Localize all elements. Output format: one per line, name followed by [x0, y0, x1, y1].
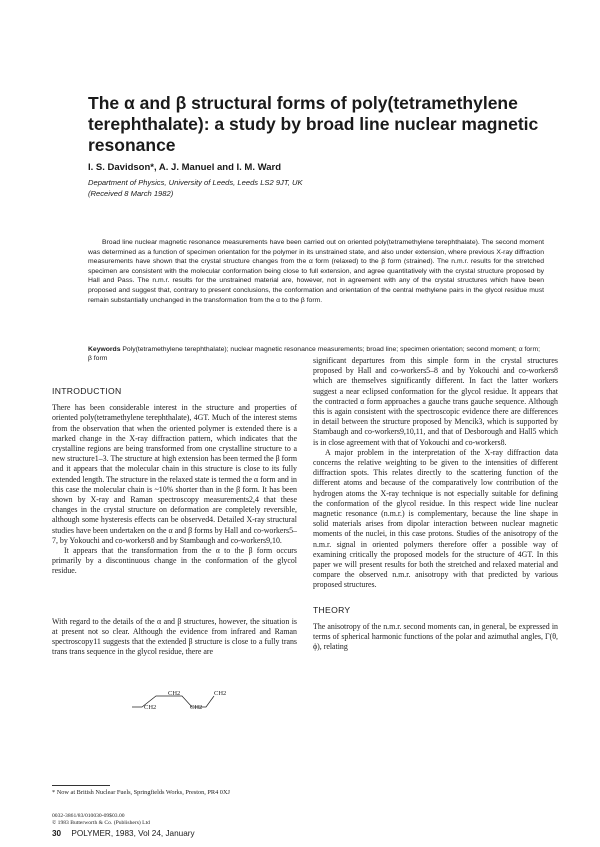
formula-spacer — [52, 577, 297, 617]
formula-ch2-top-b: CH2 — [214, 690, 227, 697]
left-column — [52, 386, 297, 657]
copyright: © 1983 Butterworth & Co. (Publishers) Ltd — [52, 820, 150, 826]
keywords-label: Keywords — [88, 346, 121, 353]
publication-info — [52, 813, 150, 827]
introduction-heading: INTRODUCTION — [52, 386, 122, 396]
journal-info: POLYMER, 1983, Vol 24, January — [71, 829, 195, 838]
abstract: Broad line nuclear magnetic resonance measurements have been carried out on oriented poly(tetramethylene terephthalate). The second moment was determined as a function of specimen orientation for the polymer in its unstrained state, and also under extension, where previous X-ray diffraction measurements have shown that the crystal structure changes from the α form (relaxed) to the β form (strained). The n.m.r. results for the stretched specimen are consistent with the molecular conformation being close to full extension, and agree quantitatively with the crystal structure proposed by Hall and Pass. The n.m.r. results for the unstrained material are, however, not in agreement with any of the crystal structures which have been proposed and suggest that, contrary to present conclusions, the conformation and orientation of the central methylene pairs in the glycol residue must remain substantially unchanged in the transformation from the α to the β form. — [88, 239, 544, 304]
footnote-rule — [52, 785, 110, 786]
keywords-text: Poly(tetramethylene terephthalate); nuclear magnetic resonance measurements; broad line; specimen orientation; second moment; α form; β form — [88, 346, 540, 363]
authors: I. S. Davidson*, A. J. Manuel and I. M. Ward — [88, 162, 282, 173]
formula-ch2-top-a: CH2 — [168, 690, 181, 697]
affiliation-block — [88, 177, 548, 199]
theory-paragraph-1: The anisotropy of the n.m.r. second moments can, in general, be expressed in terms of spherical harmonic functions of the polar and azimuthal angles, Γ(θ, ϕ), relating — [313, 621, 558, 652]
page-footer — [52, 829, 195, 838]
intro-paragraph-3: With regard to the details of the α and β structures, however, the situation is at present not so clear. Although the evidence from infrared and Raman spectroscopy11 suggests that the extended β structure is close to a fully trans trans trans sequence in the glycol residue, there are — [52, 616, 297, 657]
article-title: The α and β structural forms of poly(tetramethylene terephthalate): a study by broad line nuclear magnetic resonance — [88, 93, 539, 155]
footnote: * Now at British Nuclear Fuels, Springfields Works, Preston, PR4 0XJ — [52, 789, 230, 796]
right-paragraph-2: A major problem in the interpretation of the X-ray diffraction data concerns the relative weighting to be given to the intensities of different diffraction spots. This relates directly to the scattering function of the different atoms and because of the comparatively low contribution of the hydrogen atoms the X-ray technique is not especially suitable for defining the conformation of the glycol residue. In this respect wide line nuclear magnetic resonance (n.m.r.) is complementary, because the line shape in solid materials arises from dipolar interaction between nuclear magnetic moments of the nuclei, in this case protons. Studies of the anisotropy of the n.m.r. signal in oriented polymers therefore offer a possible way of examining critically the proposed models for the structure of 4GT. In this paper we will present results for both the stretched and relaxed material and compare the observed n.m.r. anisotropy with that predicted by various proposed structures. — [313, 447, 558, 590]
issn: 0032-3861/83/010030-09$03.00 — [52, 813, 125, 819]
theory-heading: THEORY — [313, 604, 351, 615]
formula-ch2-bottom-b: CH2 — [190, 704, 203, 711]
glycol-formula — [130, 690, 240, 716]
right-column — [313, 356, 558, 652]
affiliation: Department of Physics, University of Leeds, Leeds LS2 9JT, UK — [88, 178, 303, 187]
intro-paragraph-2: It appears that the transformation from the α to the β form occurs primarily by a discontinuous change in the conformation of the glycol residue. — [52, 546, 297, 576]
received-date: (Received 8 March 1982) — [88, 189, 174, 198]
page-number: 30 — [52, 829, 62, 838]
formula-ch2-bottom-a: CH2 — [144, 704, 157, 711]
formula-bonds — [130, 690, 240, 716]
right-paragraph-1: significant departures from this simple form in the crystal structures proposed by Hall and co-workers5–8 and by Yokouchi and co-workers8 which are themselves significantly different. In fact the latter workers suggest a near eclipsed conformation for the glycol residue. It appears that the contracted α form approaches a gauche trans gauche sequence. Although this is again consistent with the spectroscopic evidence there are differences in detail between the structure proposed by Mencik3, which is supported by Stambaugh and co-workers9,10,11, and that of Desborough and Hall5 which is in close agreement with that of Yokouchi and co-workers8. — [313, 356, 558, 447]
intro-paragraph-1: There has been considerable interest in the structure and properties of oriented poly(tetramethylene terephthalate), 4GT. Much of the interest stems from the observation that when the oriented polymer is extended there is a marked change in the X-ray diffraction pattern, which indicates that the crystalline regions are being transformed from one crystalline structure to a new structure1–3. The structure at high extension has been termed the β form and it appears that the molecular chain in this structure is close to its fully extended length. The structure in the relaxed state is termed the α form and in this case the molecular chain is ~10% shorter than in the β form. It has been shown by X-ray and Raman spectroscopy measurements2,4 that these changes in the crystal structure on deformation are completely reversible, although some hysteresis effects can be observed4. Detailed X-ray structural studies have been undertaken on the α and β forms by Hall and co-workers5–7, by Yokouchi and co-workers8 and by Stambaugh and co-workers9,10. — [52, 403, 297, 545]
